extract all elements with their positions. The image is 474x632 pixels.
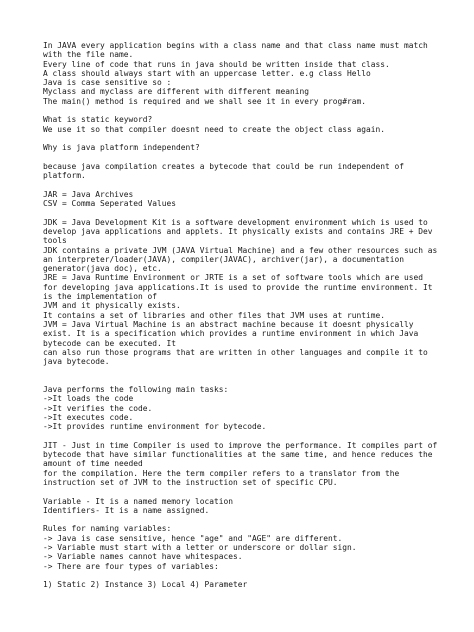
text-line: instruction set of JVM to the instruction set of specific CPU. xyxy=(43,477,338,487)
blank-line xyxy=(43,366,453,375)
text-line: can also run those programs that are written in other languages and compile it to xyxy=(43,347,428,357)
text-line: JVM = Java Virtual Machine is an abstract machine because it doesnt physically xyxy=(43,319,414,329)
text-line: JDK contains a private JVM (JAVA Virtual Machine) and a few other resources such as xyxy=(43,245,438,255)
text-line: A class should always start with an uppercase letter. e.g class Hello xyxy=(43,68,371,78)
text-line: because java compilation creates a bytecode that could be run independent of xyxy=(43,161,405,171)
document-body-text xyxy=(43,41,453,590)
text-line: Variable - It is a named memory location xyxy=(43,496,234,506)
text-line: What is static keyword? xyxy=(43,115,153,125)
text-line: Rules for naming variables: xyxy=(43,524,172,534)
text-line: bytecode can be executed. It xyxy=(43,338,177,348)
blank-line xyxy=(43,134,453,143)
text-line: java bytecode. xyxy=(43,357,110,367)
text-line: ->It loads the code xyxy=(43,394,134,404)
text-line: amount of time needed xyxy=(43,459,143,469)
text-line: CSV = Comma Seperated Values xyxy=(43,199,177,209)
text-line: Why is java platform independent? xyxy=(43,143,200,153)
text-line: -> Variable names cannot have whitespaces. xyxy=(43,552,243,562)
text-line: In JAVA every application begins with a class name and that class name must match xyxy=(43,41,428,50)
blank-line xyxy=(43,431,453,440)
text-line: JVM and it physically exists. xyxy=(43,301,181,311)
blank-line xyxy=(43,106,453,115)
text-line: JIT - Just in time Compiler is used to improve the performance. It compiles part of xyxy=(43,440,438,450)
text-line: We use it so that compiler doesnt need to create the object class again. xyxy=(43,124,386,134)
text-line: -> Java is case sensitive, hence "age" and "AGE" are different. xyxy=(43,533,343,543)
text-line: JRE = Java Runtime Environment or JRTE is a set of software tools which are used xyxy=(43,273,424,283)
text-line: for developing java applications.It is used to provide the runtime environment. It xyxy=(43,282,433,292)
text-line: platform. xyxy=(43,171,86,181)
text-line: an interpreter/loader(JAVA), compiler(JAVAC), archiver(jar), a documentation xyxy=(43,254,405,264)
text-line: -> Variable must start with a letter or underscore or dollar sign. xyxy=(43,543,357,553)
text-line: generator(java doc), etc. xyxy=(43,264,162,274)
blank-line xyxy=(43,487,453,496)
blank-line xyxy=(43,153,453,162)
text-line: ->It provides runtime environment for bytecode. xyxy=(43,422,267,432)
text-line: Every line of code that runs in java should be written inside that class. xyxy=(43,59,390,69)
blank-line xyxy=(43,208,453,217)
text-line: tools xyxy=(43,236,67,246)
text-line: Myclass and myclass are different with different meaning xyxy=(43,87,310,97)
text-line: Identifiers- It is a name assigned. xyxy=(43,505,210,515)
text-line: It contains a set of libraries and other files that JVM uses at runtime. xyxy=(43,310,386,320)
text-line: exist. It is a specification which provides a runtime environment in which Java xyxy=(43,329,419,339)
text-line: is the implementation of xyxy=(43,292,158,302)
text-line: 1) Static 2) Instance 3) Local 4) Parameter xyxy=(43,580,248,590)
text-line: The main() method is required and we shall see it in every prog#ram. xyxy=(43,96,367,106)
text-line: JDK = Java Development Kit is a software development environment which is used to xyxy=(43,217,428,227)
text-line: develop java applications and applets. It physically exists and contains JRE + Dev xyxy=(43,226,433,236)
text-line: with the file name. xyxy=(43,50,134,60)
blank-line xyxy=(43,376,453,385)
text-line: Java is case sensitive so : xyxy=(43,78,172,88)
text-line: Java performs the following main tasks: xyxy=(43,384,229,394)
text-line: -> There are four types of variables: xyxy=(43,561,219,571)
text-line: for the compilation. Here the term compiler refers to a translator from the xyxy=(43,468,400,478)
blank-line xyxy=(43,571,453,580)
text-line: bytecode that have similar functionalities at the same time, and hence reduces the xyxy=(43,450,433,460)
text-line: ->It verifies the code. xyxy=(43,403,153,413)
blank-line xyxy=(43,180,453,189)
text-line: JAR = Java Archives xyxy=(43,189,134,199)
blank-line xyxy=(43,515,453,524)
text-line: ->It executes code. xyxy=(43,412,134,422)
